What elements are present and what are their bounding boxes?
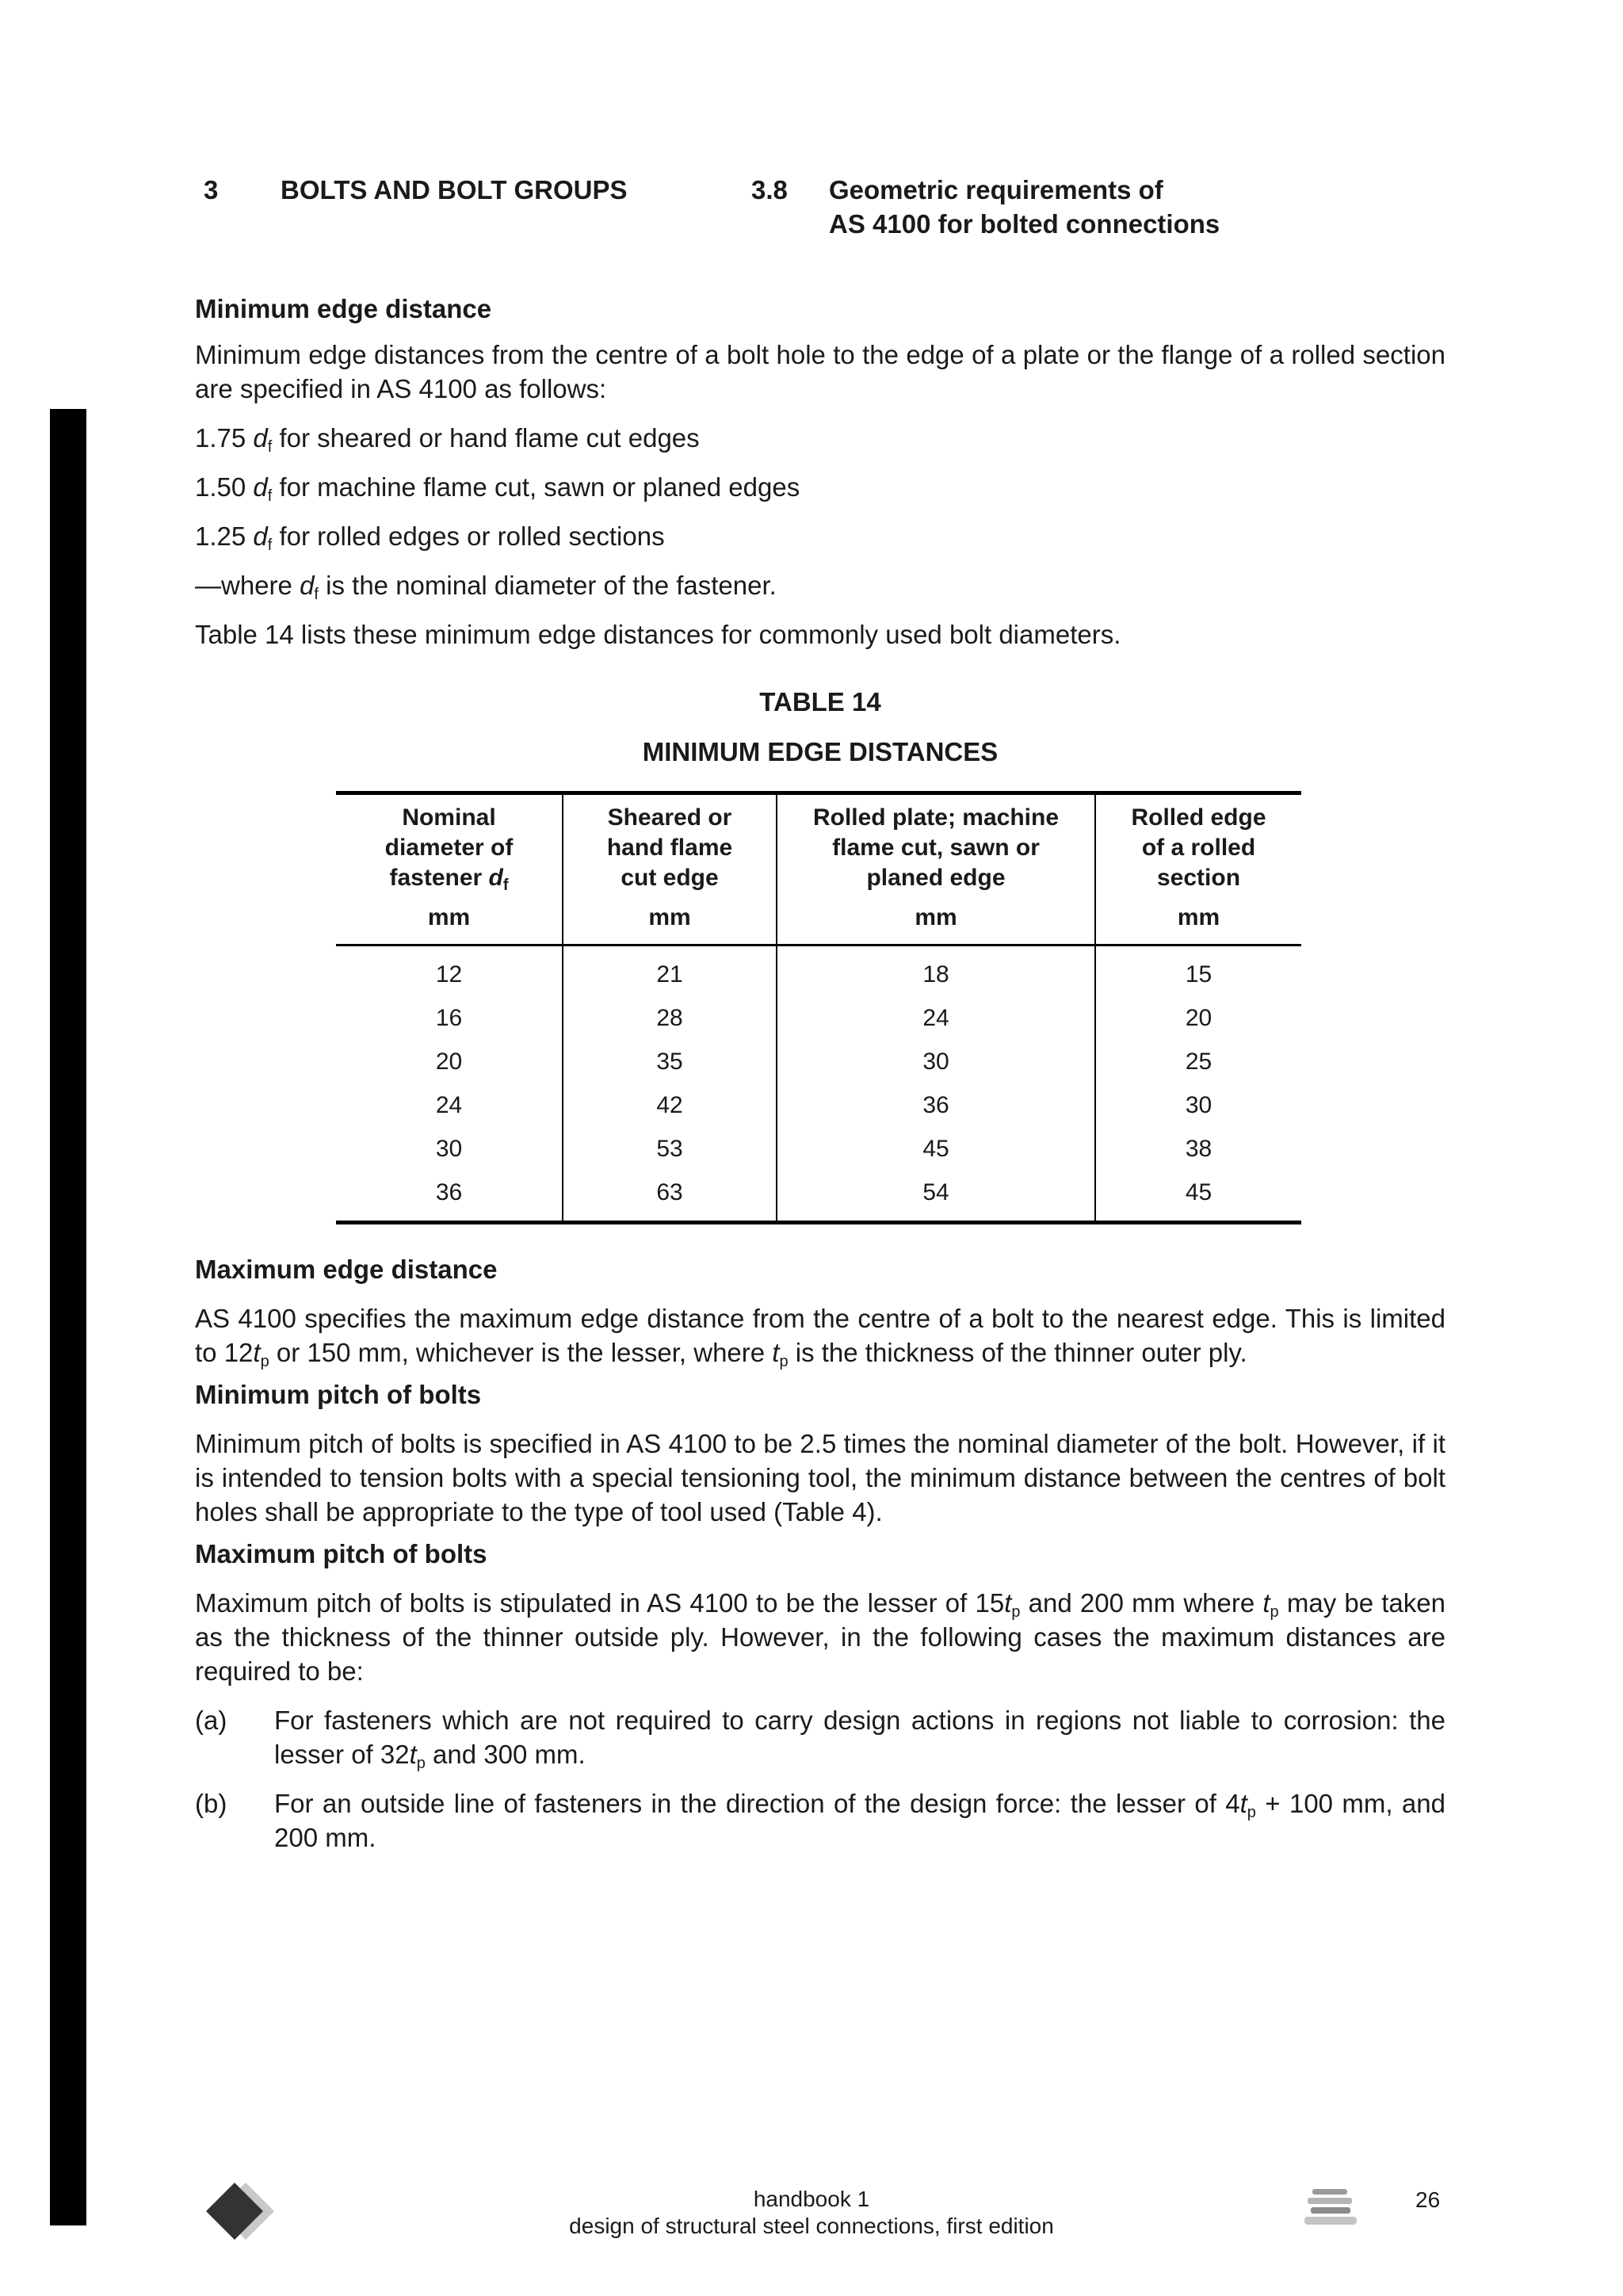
list-label: (b) xyxy=(195,1789,227,1818)
text-part: or 150 mm, whichever is the lesser, where xyxy=(269,1338,773,1367)
chapter-number: 3 xyxy=(204,175,219,204)
table-cell: 36 xyxy=(336,1171,563,1223)
unit-cell: mm xyxy=(777,893,1095,946)
header-line: section xyxy=(1156,865,1241,891)
table-row xyxy=(336,1040,1301,1083)
text-part: For an outside line of fasteners in the direction of the design force: the lesser of 4 xyxy=(274,1789,1240,1818)
table-cell: 24 xyxy=(777,996,1095,1040)
min-edge-table xyxy=(336,791,1301,1224)
var-p: p xyxy=(1011,1603,1021,1621)
table-cell: 36 xyxy=(777,1083,1095,1127)
footer-line2: design of structural steel connections, first edition xyxy=(569,2214,1054,2238)
var-d: d xyxy=(488,865,503,891)
table-row xyxy=(336,1171,1301,1223)
unit-cell: mm xyxy=(563,893,777,946)
chapter-title: BOLTS AND BOLT GROUPS xyxy=(281,175,628,204)
min-edge-heading: Minimum edge distance xyxy=(195,294,492,323)
list-text xyxy=(274,1703,1445,1771)
text-part: + 100 mm, and 200 mm. xyxy=(274,1789,1445,1852)
item-text: for machine flame cut, sawn or planed edges xyxy=(272,472,800,502)
lower-content xyxy=(195,1252,1445,1855)
max-pitch-heading: Maximum pitch of bolts xyxy=(195,1539,487,1568)
header-sheared-edge xyxy=(563,793,777,894)
var-t: t xyxy=(253,1338,261,1367)
table-cell: 18 xyxy=(777,946,1095,997)
table-cell: 54 xyxy=(777,1171,1095,1223)
var-p: p xyxy=(1247,1804,1256,1821)
var-f: f xyxy=(267,438,273,456)
list-text xyxy=(274,1786,1445,1855)
table-cell: 28 xyxy=(563,996,777,1040)
header-line: Sheared or xyxy=(607,804,732,831)
table-cell: 21 xyxy=(563,946,777,997)
var-t: t xyxy=(1262,1588,1270,1618)
table-cell: 63 xyxy=(563,1171,777,1223)
table-row xyxy=(336,1127,1301,1171)
var-p: p xyxy=(416,1755,426,1772)
text-part: is the thickness of the thinner outer ply. xyxy=(788,1338,1247,1367)
where-suffix: is the nominal diameter of the fastener. xyxy=(318,571,777,600)
table-row xyxy=(336,1083,1301,1127)
section-title xyxy=(829,173,1220,241)
item-text: for rolled edges or rolled sections xyxy=(272,521,665,551)
header-line xyxy=(341,863,557,893)
table-cell: 20 xyxy=(1095,996,1301,1040)
list-label: (a) xyxy=(195,1706,227,1735)
var-t: t xyxy=(772,1338,780,1367)
table-cell: 30 xyxy=(435,1136,463,1162)
unit-cell: mm xyxy=(336,893,563,946)
footer-line1: handbook 1 xyxy=(753,2187,870,2211)
page-content xyxy=(195,292,1445,769)
table-cell: 15 xyxy=(1095,946,1301,997)
var-d: d xyxy=(253,472,268,502)
table-cell: 12 xyxy=(435,961,463,988)
header-line: Rolled edge xyxy=(1131,804,1266,831)
header-line: of a rolled xyxy=(1141,835,1256,861)
table-cell: 20 xyxy=(435,1049,463,1075)
text-part: For fasteners which are not required to carry design actions in regions not liable to corrosion: the lesser of 32 xyxy=(274,1706,1445,1769)
coefficient: 1.25 xyxy=(195,521,246,551)
table-row xyxy=(336,996,1301,1040)
table-row xyxy=(336,946,1301,997)
max-edge-heading: Maximum edge distance xyxy=(195,1255,498,1284)
header-line: flame cut, sawn or xyxy=(832,835,1040,861)
table-cell: 30 xyxy=(777,1040,1095,1083)
var-d: d xyxy=(300,571,315,600)
section-title-line1: Geometric requirements of xyxy=(829,175,1163,204)
min-pitch-text: Minimum pitch of bolts is specified in AS 4100 to be 2.5 times the nominal diameter of the bolt. However, if it is intended to tension bolts with a special tensioning tool, the minimum distance between the centres of bolt holes shall be appropriate to the type of tool used (Table 4). xyxy=(195,1429,1445,1526)
text-part: and 200 mm where xyxy=(1020,1588,1263,1618)
table-cell: 38 xyxy=(1095,1127,1301,1171)
coefficient: 1.50 xyxy=(195,472,246,502)
header-line: hand flame xyxy=(606,835,733,861)
var-p: p xyxy=(260,1353,269,1370)
header-rolled-edge xyxy=(1095,793,1301,894)
var-f: f xyxy=(267,487,273,505)
table-cell: 45 xyxy=(777,1127,1095,1171)
var-f: f xyxy=(267,537,273,554)
where-prefix: —where xyxy=(195,571,300,600)
max-edge-text xyxy=(195,1301,1445,1370)
min-edge-intro: Minimum edge distances from the centre of a bolt hole to the edge of a plate or the flange of a rolled section are specified in AS 4100 as follows: xyxy=(195,340,1445,403)
table-cell: 30 xyxy=(1095,1083,1301,1127)
section-title-line2: AS 4100 for bolted connections xyxy=(829,209,1220,239)
var-t: t xyxy=(1004,1588,1012,1618)
steel-stack-icon xyxy=(1301,2184,1365,2232)
table-cell: 42 xyxy=(563,1083,777,1127)
header-line: Rolled plate; machine xyxy=(812,804,1060,831)
text-part: and 300 mm. xyxy=(425,1740,586,1769)
min-edge-item xyxy=(195,519,1445,553)
item-text: for sheared or hand flame cut edges xyxy=(272,423,700,453)
text-part: may be taken as the thickness of the thinner outside ply. However, in the following cases the maximum distances are required to be: xyxy=(195,1588,1445,1686)
header-rolled-plate xyxy=(777,793,1095,894)
min-edge-item xyxy=(195,470,1445,504)
page-number: 26 xyxy=(1415,2187,1441,2212)
header-text: fastener xyxy=(389,865,489,891)
min-pitch-heading: Minimum pitch of bolts xyxy=(195,1380,482,1409)
var-t: t xyxy=(409,1740,417,1769)
list-item-a xyxy=(195,1703,1445,1771)
table-label: TABLE 14 xyxy=(759,687,881,716)
table-title: MINIMUM EDGE DISTANCES xyxy=(642,737,999,766)
table-cell: 16 xyxy=(435,1005,463,1031)
table-cell: 53 xyxy=(563,1127,777,1171)
max-pitch-text xyxy=(195,1586,1445,1688)
unit-cell: mm xyxy=(1095,893,1301,946)
var-t: t xyxy=(1239,1789,1247,1818)
text-part: Maximum pitch of bolts is stipulated in AS 4100 to be the lesser of 15 xyxy=(195,1588,1005,1618)
var-d: d xyxy=(253,423,268,453)
sidebar-bar xyxy=(50,409,86,2225)
header-nominal-diameter xyxy=(336,793,563,894)
header-line: diameter of xyxy=(384,835,514,861)
table-reference: Table 14 lists these minimum edge distances for commonly used bolt diameters. xyxy=(195,620,1121,649)
list-item-b xyxy=(195,1786,1445,1855)
table-cell: 25 xyxy=(1095,1040,1301,1083)
where-note xyxy=(195,568,1445,602)
var-f: f xyxy=(502,877,509,894)
header-line: cut edge xyxy=(621,865,719,891)
table-cell: 35 xyxy=(563,1040,777,1083)
var-d: d xyxy=(253,521,268,551)
text-part: AS 4100 specifies the maximum edge distance from the centre of a bolt to the nearest edge. This is limited to 12 xyxy=(195,1304,1445,1367)
header-line: Nominal xyxy=(402,804,496,831)
var-p: p xyxy=(1270,1603,1279,1621)
coefficient: 1.75 xyxy=(195,423,246,453)
var-f: f xyxy=(314,586,319,603)
min-edge-item xyxy=(195,421,1445,455)
var-p: p xyxy=(779,1353,789,1370)
table-cell: 45 xyxy=(1095,1171,1301,1223)
header-line: planed edge xyxy=(866,865,1006,891)
table-cell: 24 xyxy=(435,1092,463,1118)
section-number: 3.8 xyxy=(751,175,788,204)
